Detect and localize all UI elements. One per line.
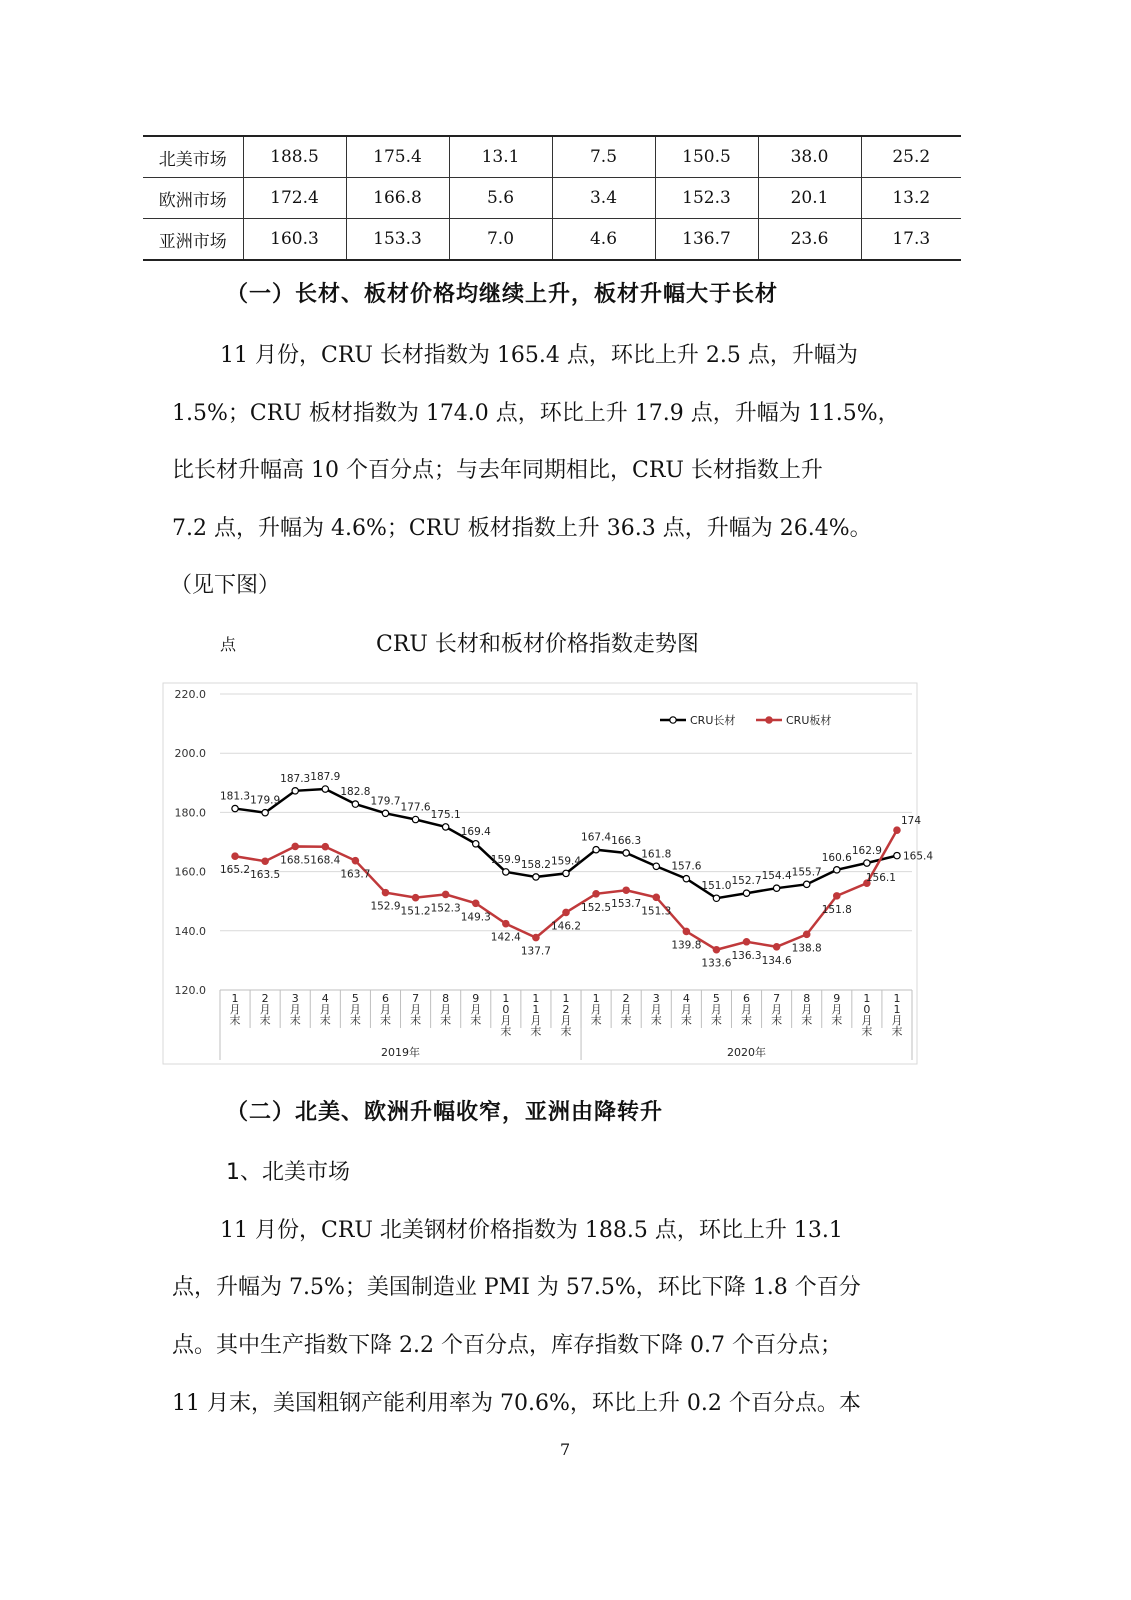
x-tick-label: 1 0 月末 [500,992,512,1038]
x-tick-label: 7 月末 [771,992,783,1027]
section2-line-2: 点，升幅为 7.5%；美国制造业 PMI 为 57.5%，环比下降 1.8 个百分 [172,1275,861,1300]
table-cell: 20.1 [758,178,861,219]
x-tick-label: 7 月末 [410,992,422,1027]
price-index-line-chart [160,680,934,1070]
data-label: 165.2 [220,864,251,877]
data-point [382,810,388,816]
x-tick-label: 2 月末 [259,992,271,1027]
y-tick-label: 140.0 [174,924,206,938]
x-tick-label: 1 0 月末 [861,992,873,1038]
table-cell: 23.6 [758,219,861,261]
table-cell: 153.3 [346,219,449,261]
y-tick-label: 180.0 [174,806,206,820]
data-label: 139.8 [671,939,702,952]
data-point [352,857,358,863]
data-point [292,843,298,849]
data-label: 160.6 [821,851,852,864]
table-row-label: 北美市场 [143,136,243,178]
x-tick-label: 5 月末 [710,992,722,1027]
table-cell: 13.2 [861,178,961,219]
data-label: 179.9 [250,794,281,807]
table-cell: 188.5 [243,136,346,178]
table-cell: 160.3 [243,219,346,261]
table-cell: 5.6 [449,178,552,219]
data-label: 166.3 [611,834,642,847]
data-point [653,894,659,900]
market-index-table [143,135,961,261]
data-point [563,909,569,915]
data-point [834,893,840,899]
legend-marker [670,717,676,723]
x-tick-label: 9 月末 [470,992,482,1027]
data-point [503,920,509,926]
table-cell: 150.5 [655,136,758,178]
data-label: 158.2 [520,858,551,871]
data-label: 136.3 [731,949,762,962]
data-label: 163.7 [340,868,371,881]
data-point [864,860,870,866]
data-label: 182.8 [340,786,371,799]
data-point [382,889,388,895]
x-group-label: 2020年 [727,1046,767,1059]
data-point [713,947,719,953]
data-label: 181.3 [220,790,251,803]
data-point [412,894,418,900]
data-point [653,863,659,869]
section2-line-3: 点。其中生产指数下降 2.2 个百分点，库存指数下降 0.7 个百分点； [172,1333,842,1358]
data-point [894,852,900,858]
data-point [683,928,689,934]
x-tick-label: 2 月末 [620,992,632,1027]
table-row-label: 欧洲市场 [143,178,243,219]
data-label: 156.1 [865,872,896,885]
data-label: 159.9 [490,853,521,866]
long-steel-series-line [235,789,897,898]
data-point [743,939,749,945]
legend-label: CRU板材 [786,714,832,727]
x-tick-label: 4 月末 [680,992,692,1027]
data-point [533,874,539,880]
table-cell: 172.4 [243,178,346,219]
data-point [412,816,418,822]
data-label: 153.7 [611,898,642,911]
page-number: 7 [560,1440,571,1459]
data-point [232,805,238,811]
table-cell: 25.2 [861,136,961,178]
x-tick-label: 1 1 月末 [891,992,903,1038]
data-label: 137.7 [520,945,551,958]
data-label: 159.4 [550,855,582,868]
data-point [623,887,629,893]
section2-heading: （二）北美、欧洲升幅收窄，亚洲由降转升 [226,1099,664,1125]
section1-line-2: 1.5%；CRU 板材指数为 174.0 点，环比上升 17.9 点，升幅为 11.5%， [172,401,900,426]
chart-title: CRU 长材和板材价格指数走势图 [376,632,699,657]
data-point [834,867,840,873]
data-point [503,869,509,875]
data-point [352,801,358,807]
north-america-subheading: 1、北美市场 [226,1160,350,1185]
data-point [322,786,328,792]
x-tick-label: 8 月末 [440,992,452,1027]
x-tick-label: 1 月末 [229,992,241,1027]
data-label: 167.4 [581,831,612,844]
data-point [743,890,749,896]
table-cell: 13.1 [449,136,552,178]
data-label: 152.3 [430,902,461,915]
data-point [593,891,599,897]
x-tick-label: 4 月末 [319,992,331,1027]
data-point [533,934,539,940]
table-row-label: 亚洲市场 [143,219,243,261]
data-point [473,841,479,847]
data-point [232,853,238,859]
y-tick-label: 120.0 [174,984,206,997]
data-label: 152.7 [731,875,762,888]
x-tick-label: 3 月末 [289,992,301,1027]
section1-line-3: 比长材升幅高 10 个百分点；与去年同期相比，CRU 长材指数上升 [172,458,823,483]
table-row [143,136,961,178]
data-label: 179.7 [370,795,401,808]
x-tick-label: 9 月末 [831,992,843,1027]
table-row [143,219,961,261]
data-label: 134.6 [761,954,792,967]
table-row [143,178,961,219]
data-label: 146.2 [550,920,582,933]
data-point [803,931,809,937]
data-point [803,881,809,887]
x-tick-label: 6 月末 [379,992,391,1027]
section2-line-1: 11 月份，CRU 北美钢材价格指数为 188.5 点，环比上升 13.1 [220,1218,843,1243]
table-cell: 38.0 [758,136,861,178]
x-tick-label: 1 月末 [590,992,602,1027]
data-label: 161.8 [641,848,672,861]
table-cell: 4.6 [552,219,655,261]
data-label: 138.8 [791,942,822,955]
x-tick-label: 1 2 月末 [560,992,572,1038]
table-cell: 7.0 [449,219,552,261]
data-point [713,895,719,901]
data-label: 187.9 [310,771,341,784]
table-cell: 175.4 [346,136,449,178]
x-tick-label: 8 月末 [801,992,813,1027]
data-label: 151.8 [821,903,852,916]
data-point [683,876,689,882]
data-label: 151.3 [641,905,672,918]
section1-line-4: 7.2 点，升幅为 4.6%；CRU 板材指数上升 36.3 点，升幅为 26.4%。 [172,516,872,541]
data-point [322,844,328,850]
section2-line-4: 11 月末，美国粗钢产能利用率为 70.6%，环比上升 0.2 个百分点。本 [172,1391,861,1416]
data-point [623,850,629,856]
data-point [894,827,900,833]
data-label: 151.2 [400,905,431,918]
data-point [773,944,779,950]
data-point [442,824,448,830]
legend-marker [766,717,772,723]
data-label: 163.5 [250,869,281,882]
data-point [262,858,268,864]
table-cell: 3.4 [552,178,655,219]
data-point [442,891,448,897]
data-label: 152.5 [581,901,612,914]
data-label: 142.4 [490,931,521,944]
x-tick-label: 6 月末 [741,992,753,1027]
section1-line-1: 11 月份，CRU 长材指数为 165.4 点，环比上升 2.5 点，升幅为 [220,343,858,368]
data-label: 155.7 [791,866,822,879]
data-label: 151.0 [701,880,732,893]
x-group-label: 2019年 [381,1046,421,1059]
data-label: 157.6 [671,860,702,873]
chart-unit-label: 点 [220,635,237,654]
data-label: 154.4 [761,870,792,883]
data-label: 152.9 [370,900,401,913]
data-label: 165.4 [902,850,934,863]
data-label: 175.1 [430,808,461,821]
data-label: 149.3 [460,911,491,924]
data-point [473,900,479,906]
section1-line-5: （见下图） [170,573,281,598]
x-tick-label: 1 1 月末 [530,992,542,1038]
table-cell: 136.7 [655,219,758,261]
legend-label: CRU长材 [690,714,736,727]
data-point [292,788,298,794]
data-point [773,885,779,891]
data-label: 169.4 [460,825,491,838]
data-point [563,870,569,876]
table-cell: 152.3 [655,178,758,219]
table-cell: 166.8 [346,178,449,219]
data-label: 168.4 [310,854,341,867]
data-label: 187.3 [280,772,311,785]
data-label: 174 [900,815,922,828]
x-tick-label: 3 月末 [650,992,662,1027]
section1-heading: （一）长材、板材价格均继续上升，板材升幅大于长材 [226,281,779,307]
y-tick-label: 200.0 [174,747,206,761]
data-label: 168.5 [280,854,311,867]
data-point [262,809,268,815]
table-cell: 17.3 [861,219,961,261]
data-label: 177.6 [400,801,431,814]
x-tick-label: 5 月末 [349,992,361,1027]
data-label: 162.9 [851,845,882,858]
y-tick-label: 160.0 [174,865,206,879]
y-tick-label: 220.0 [174,688,206,701]
data-point [593,846,599,852]
data-label: 133.6 [701,957,732,970]
table-cell: 7.5 [552,136,655,178]
